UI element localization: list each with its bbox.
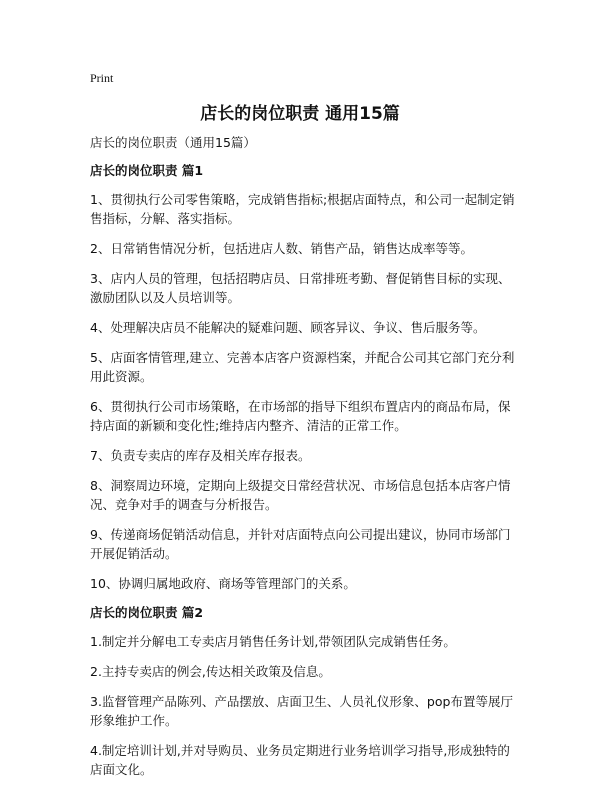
list-item: 7、负责专卖店的库存及相关库存报表。 <box>90 448 311 463</box>
list-item: 9、传递商场促销活动信息，并针对店面特点向公司提出建议，协同市场部门开展促销活动。 <box>90 527 511 561</box>
list-item: 4、处理解决店员不能解决的疑难问题、顾客异议、争议、售后服务等。 <box>90 320 486 335</box>
list-item: 8、洞察周边环境，定期向上级提交日常经营状况、市场信息包括本店客户情况、竞争对手的调查与分析报告。 <box>90 478 511 512</box>
list-item: 3.监督管理产品陈列、产品摆放、店面卫生、人员礼仪形象、pop布置等展厅形象维护工作。 <box>90 694 513 728</box>
list-item: 5、店面客情管理,建立、完善本店客户资源档案，并配合公司其它部门充分利用此资源。 <box>90 350 515 384</box>
print-label: Print <box>90 71 114 85</box>
section-heading: 店长的岗位职责 篇1 <box>90 163 204 178</box>
document-subtitle: 店长的岗位职责（通用15篇） <box>90 135 256 150</box>
list-item: 6、贯彻执行公司市场策略，在市场部的指导下组织布置店内的商品布局，保持店面的新颖和变化性;维持店内整齐、清洁的正常工作。 <box>90 399 511 433</box>
page-title: 店长的岗位职责 通用15篇 <box>200 104 400 124</box>
list-item: 1、贯彻执行公司零售策略，完成销售指标;根据店面特点，和公司一起制定销售指标，分解、落实指标。 <box>90 192 515 226</box>
list-item: 1.制定并分解电工专卖店月销售任务计划,带领团队完成销售任务。 <box>90 634 456 649</box>
list-item: 10、协调归属地政府、商场等管理部门的关系。 <box>90 576 356 591</box>
list-item: 4.制定培训计划,并对导购员、业务员定期进行业务培训学习指导,形成独特的店面文化。 <box>90 743 510 777</box>
document-body <box>90 134 520 790</box>
list-item: 2.主持专卖店的例会,传达相关政策及信息。 <box>90 664 331 679</box>
list-item: 2、日常销售情况分析，包括进店人数、销售产品，销售达成率等等。 <box>90 241 473 256</box>
list-item: 3、店内人员的管理，包括招聘店员、日常排班考勤、督促销售目标的实现、激励团队以及人员培训等。 <box>90 271 511 305</box>
section-heading: 店长的岗位职责 篇2 <box>90 605 204 620</box>
